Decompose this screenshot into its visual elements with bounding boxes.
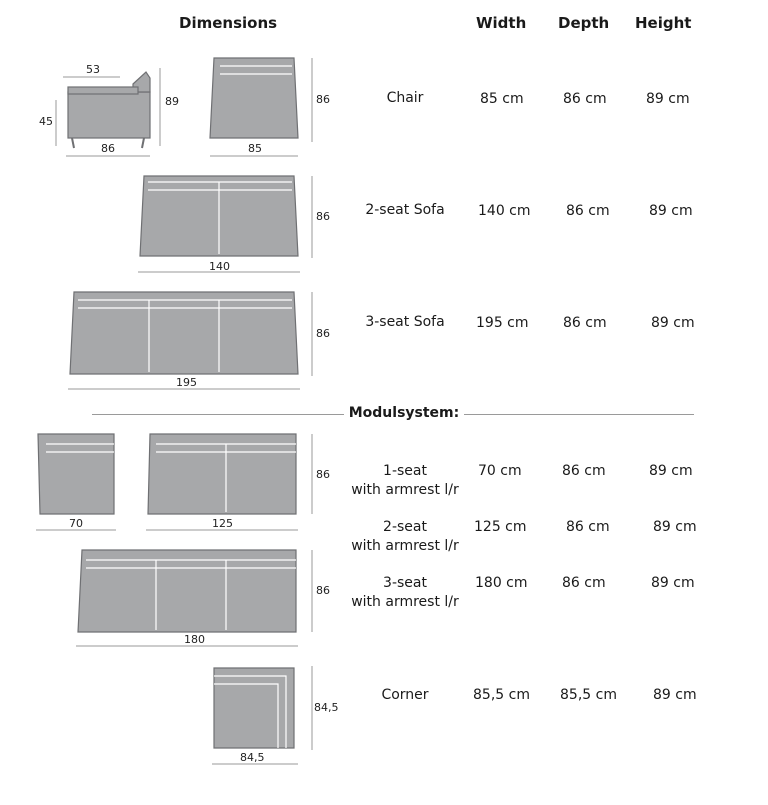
dimensions-header: Dimensions [179, 14, 278, 32]
mod3-depth-label: 86 [316, 584, 330, 597]
row-name-line1: 3-seat [383, 575, 427, 591]
mod1-width-label: 70 [69, 517, 83, 530]
row-width: 195 cm [476, 315, 529, 331]
row-depth: 86 cm [562, 463, 606, 479]
row-name-line2: with armrest l/r [351, 538, 459, 554]
sofa3-width-label: 195 [176, 376, 197, 389]
row-name: Corner [381, 687, 429, 703]
mod3-width-label: 180 [184, 633, 205, 646]
width-header: Width [476, 14, 527, 32]
chair-side-depth-label: 86 [101, 142, 115, 155]
row-width: 85,5 cm [473, 687, 530, 703]
divider-left-line [92, 414, 344, 415]
modulsystem-label: Modulsystem: [344, 405, 464, 421]
depth-header: Depth [558, 14, 610, 32]
row-depth: 86 cm [563, 315, 607, 331]
row-depth: 86 cm [563, 91, 607, 107]
chair-side-seat-depth-label: 53 [86, 63, 100, 76]
row-name-line2: with armrest l/r [351, 594, 459, 610]
row-name-line1: 1-seat [383, 463, 427, 479]
row-depth: 86 cm [562, 575, 606, 591]
mod2-width-label: 125 [212, 517, 233, 530]
sofa-3seat-view [68, 292, 312, 389]
module-2seat-view [146, 434, 312, 530]
row-height: 89 cm [653, 519, 697, 535]
row-name: 3-seat Sofa [365, 314, 445, 330]
row-name: Chair [386, 90, 424, 106]
row-height: 89 cm [651, 575, 695, 591]
row-width: 70 cm [478, 463, 522, 479]
row-height: 89 cm [649, 203, 693, 219]
row-depth: 86 cm [566, 519, 610, 535]
mod-row-depth-label: 86 [316, 468, 330, 481]
divider-right-line [464, 414, 694, 415]
height-header: Height [635, 14, 692, 32]
corner-view [212, 666, 312, 764]
sofa2-depth-label: 86 [316, 210, 330, 223]
sofa-2seat-view [138, 176, 312, 272]
row-height: 89 cm [649, 463, 693, 479]
sofa2-width-label: 140 [209, 260, 230, 273]
sofa3-depth-label: 86 [316, 327, 330, 340]
chair-side-height-label: 89 [165, 95, 179, 108]
chair-side-seat-height-label: 45 [39, 115, 53, 128]
row-width: 140 cm [478, 203, 531, 219]
row-height: 89 cm [651, 315, 695, 331]
row-name-line2: with armrest l/r [351, 482, 459, 498]
row-width: 180 cm [475, 575, 528, 591]
corner-width-label: 84,5 [240, 751, 265, 764]
row-width: 85 cm [480, 91, 524, 107]
module-3seat-view [76, 550, 312, 646]
chair-front-width-label: 85 [248, 142, 262, 155]
row-depth: 86 cm [566, 203, 610, 219]
row-name-line1: 2-seat [383, 519, 427, 535]
chair-front-depth-label: 86 [316, 93, 330, 106]
row-depth: 85,5 cm [560, 687, 617, 703]
row-height: 89 cm [653, 687, 697, 703]
module-1seat-view [36, 434, 116, 530]
row-name: 2-seat Sofa [365, 202, 445, 218]
row-width: 125 cm [474, 519, 527, 535]
corner-depth-label: 84,5 [314, 701, 339, 714]
row-height: 89 cm [646, 91, 690, 107]
